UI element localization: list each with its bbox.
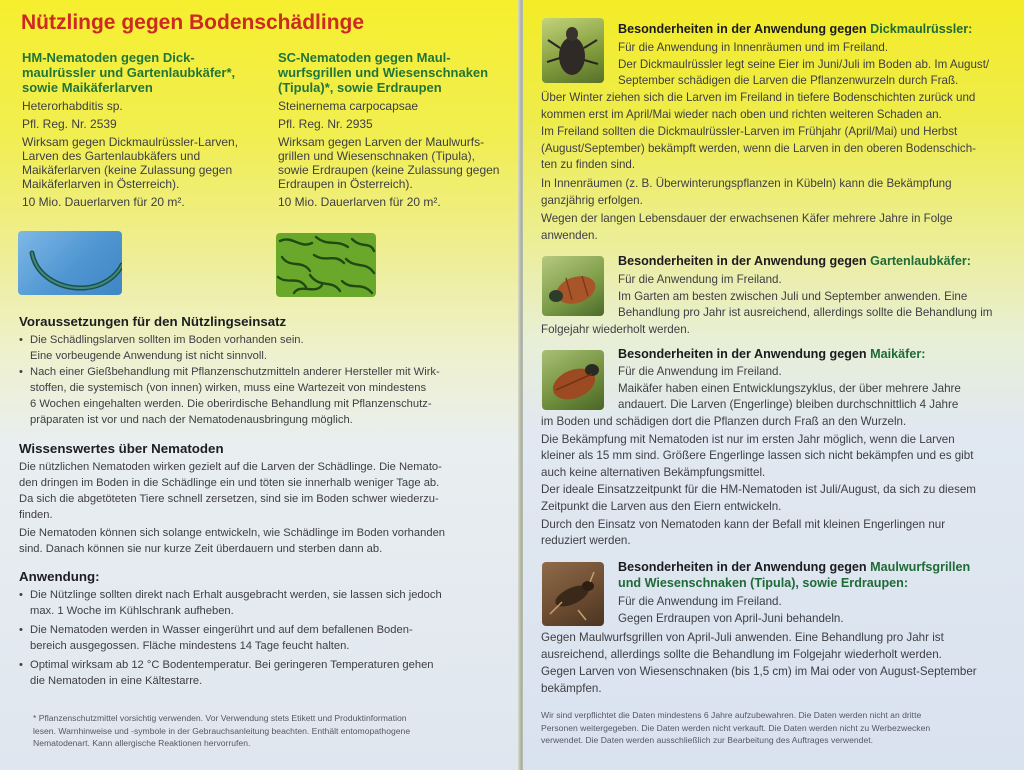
chafer-icon [542, 256, 604, 316]
sc-nematode-block [278, 50, 518, 209]
nematodes-illustration [276, 233, 376, 297]
hm-description: Wirksam gegen Dickmaulrüssler-Larven, Larven des Gartenlaubkäfers und Maikäferlarven (keine Zulassung gegen Maikäferlarven in Österreich). [22, 135, 239, 191]
maulwurfsgrillen-intro: Für die Anwendung im Freiland. Gegen Erdraupen von April-Juni behandeln. [618, 595, 844, 625]
hm-reg-number: Pfl. Reg. Nr. 2539 [22, 117, 117, 131]
maikaefer-intro: Für die Anwendung im Freiland. Maikäfer haben einen Entwicklungszyklus, der über mehrere Jahre andauert. Die Larven (Engerlinge) bleiben durchschnittlich 4 Jahre [618, 365, 961, 412]
wissenswertes-text: Die nützlichen Nematoden wirken gezielt auf die Larven der Schädlinge. Die Nemato- den dringen im Boden in die Schädlinge ein und töten sie innerhalb weniger Tage ab. Da sich die abgetöteten Tiere schnell zersetzen, sind sie im Boden schwer wiederzu- finden. Die Nematoden können sich solange entwickeln, wie Schädlinge im Boden vorhanden sind. Danach können sie nur kurze Zeit überdauern und sterben dann ab. [19, 461, 446, 555]
nematode-illustration [18, 231, 122, 295]
maulwurfsgrillen-heading: Besonderheiten in der Anwendung gegen Maulwurfsgrillen und Wiesenschnaken (Tipula), sowie Erdraupen: [618, 560, 971, 590]
page-title: Nützlinge gegen Bodenschädlinge [21, 11, 365, 34]
hm-heading-2: maulrüssler und Gartenlaubkäfer*, [22, 65, 236, 80]
sc-description: Wirksam gegen Larven der Maulwurfs- grillen und Wiesenschnaken (Tipula), sowie Erdraupen (keine Zulassung gegen Erdraupen in Österreich). [278, 135, 500, 191]
cockchafer-icon [542, 350, 604, 410]
gartenlaubkaefer-intro: Für die Anwendung im Freiland. Im Garten am besten zwischen Juli und September anwenden. Eine Behandlung pro Jahr ist ausreichend, allerdings sollte die Behandlung im [618, 273, 993, 320]
gartenlaubkaefer-photo [542, 256, 604, 316]
voraussetzungen-heading: Voraussetzungen für den Nützlingseinsatz [19, 314, 287, 329]
mole-cricket-icon [542, 562, 604, 626]
voraussetzungen-list [18, 332, 510, 428]
list-item: • Die Nematoden werden in Wasser eingerührt und auf dem befallenen Boden- bereich ausgegossen. Fläche mindestens 14 Tage feucht halten. [18, 622, 510, 654]
hm-heading-1: HM-Nematoden gegen Dick- [22, 50, 195, 65]
anwendung-heading: Anwendung: [19, 569, 100, 584]
dickmaulruessler-intro: Für die Anwendung in Innenräumen und im Freiland. Der Dickmaulrüssler legt seine Eier im Juni/Juli im Boden ab. Im August/ September schädigen die Larven die Pflanzenwurzeln durch Fraß. [618, 41, 990, 88]
list-item: • Optimal wirksam ab 12 °C Bodentemperatur. Bei geringeren Temperaturen gehen die Nematoden in eine Kältestarre. [18, 657, 510, 689]
list-item: • Die Schädlingslarven sollten im Boden vorhanden sein. Eine vorbeugende Anwendung ist nicht sinnvoll. [18, 332, 510, 364]
maikaefer-heading: Besonderheiten in der Anwendung gegen Maikäfer: [618, 347, 926, 361]
maulwurfsgrille-photo [542, 562, 604, 626]
anwendung-list [18, 587, 510, 689]
hm-heading-3: sowie Maikäferlarven [22, 80, 153, 95]
maulwurfsgrillen-text: Gegen Maulwurfsgrillen von April-Juli anwenden. Eine Behandlung pro Jahr ist ausreichend, allerdings sollte die Behandlung im Folgejahr wiederholt werden. Gegen Larven von Wiesenschnaken (bis 1,5 cm) im Mai oder von August-September bekämpfen. [541, 631, 977, 695]
hm-amount: 10 Mio. Dauerlarven für 20 m². [22, 195, 185, 209]
hm-species: Heterorhabditis sp. [22, 99, 123, 113]
maikaefer-text: im Boden und schädigen dort die Pflanzen durch Fraß an den Wurzeln. Die Bekämpfung mit Nematoden ist nur im ersten Jahr möglich, wenn die Larven kleiner als 15 mm sind. Größere Engerlinge lassen sich nicht bekämpfen und es gibt auch keine alternativen Bekämpfungsmittel. Der ideale Einsatzzeitpunkt für die HM-Nematoden ist Juli/August, da sich zu diesem Zeitpunkt die Larven aus den Eiern entwickeln. Durch den Einsatz von Nematoden kann der Befall mit kleinen Engerlingen nur reduziert werden. [541, 415, 976, 548]
sc-amount: 10 Mio. Dauerlarven für 20 m². [278, 195, 441, 209]
hm-nematode-block [22, 50, 272, 209]
sc-heading-2: wurfsgrillen und Wiesenschnaken [278, 65, 489, 80]
weevil-icon [542, 18, 604, 83]
wissenswertes-heading: Wissenswertes über Nematoden [19, 441, 224, 456]
list-item: • Nach einer Gießbehandlung mit Pflanzenschutzmitteln anderer Hersteller mit Wirk- stoffen, die systemisch (von innen) wirken, muss eine Wartezeit von mindestens 6 Wochen eingehalten werden. Die oberirdische Behandlung mit Pflanzenschutz- präparaten ist vor und nach der Nematodenausbringung möglich. [18, 364, 510, 428]
right-page [523, 0, 1024, 770]
gartenlaubkaefer-heading: Besonderheiten in der Anwendung gegen Gartenlaubkäfer: [618, 254, 971, 268]
sc-reg-number: Pfl. Reg. Nr. 2935 [278, 117, 373, 131]
sc-heading-3: (Tipula)*, sowie Erdraupen [278, 80, 442, 95]
gartenlaubkaefer-text: Folgejahr wiederholt werden. [541, 323, 690, 336]
dickmaulruessler-text: Über Winter ziehen sich die Larven im Freiland in tiefere Bodenschichten zurück und kommen erst im April/Mai wieder nach oben und richten weiteren Schaden an. Im Freiland sollten die Dickmaulrüssler-Larven im Frühjahr (April/Mai) und Herbst (August/September) bekämpft werden, wenn die Larven in den oberen Bodenschich- ten zu finden sind. In Innenräumen (z. B. Überwinterungspflanzen in Kübeln) kann die Bekämpfung ganzjährig erfolgen. Wegen der langen Lebensdauer der erwachsenen Käfer mehrere Jahre in Folge anwenden. [541, 91, 977, 242]
list-item: • Die Nützlinge sollten direkt nach Erhalt ausgebracht werden, sie lassen sich jedoch max. 1 Woche im Kühlschrank aufheben. [18, 587, 510, 619]
hm-nematode-photo [18, 231, 122, 295]
right-footnote: Wir sind verpflichtet die Daten mindestens 6 Jahre aufzubewahren. Die Daten werden nicht an dritte Personen weitergegeben. Die Daten werden nicht verkauft. Die Daten werden nicht zu Werbezwecken verwendet. Die Daten werden ausschließlich zur Bearbeitung des Auftrages verwendet. [541, 710, 931, 745]
sc-heading-1: SC-Nematoden gegen Maul- [278, 50, 451, 65]
dickmaulruessler-heading: Besonderheiten in der Anwendung gegen Dickmaulrüssler: [618, 22, 973, 36]
left-footnote: * Pflanzenschutzmittel vorsichtig verwenden. Vor Verwendung stets Etikett und Produktinformation lesen. Warnhinweise und -symbole in der Gebrauchsanleitung beachten. Enthält entomopathogene Nematodenart. Kann allergische Reaktionen hervorrufen. [33, 713, 411, 748]
sc-nematodes-photo [276, 233, 376, 297]
sc-species: Steinernema carpocapsae [278, 99, 419, 113]
maikaefer-photo [542, 350, 604, 410]
dickmaulruessler-photo [542, 18, 604, 83]
